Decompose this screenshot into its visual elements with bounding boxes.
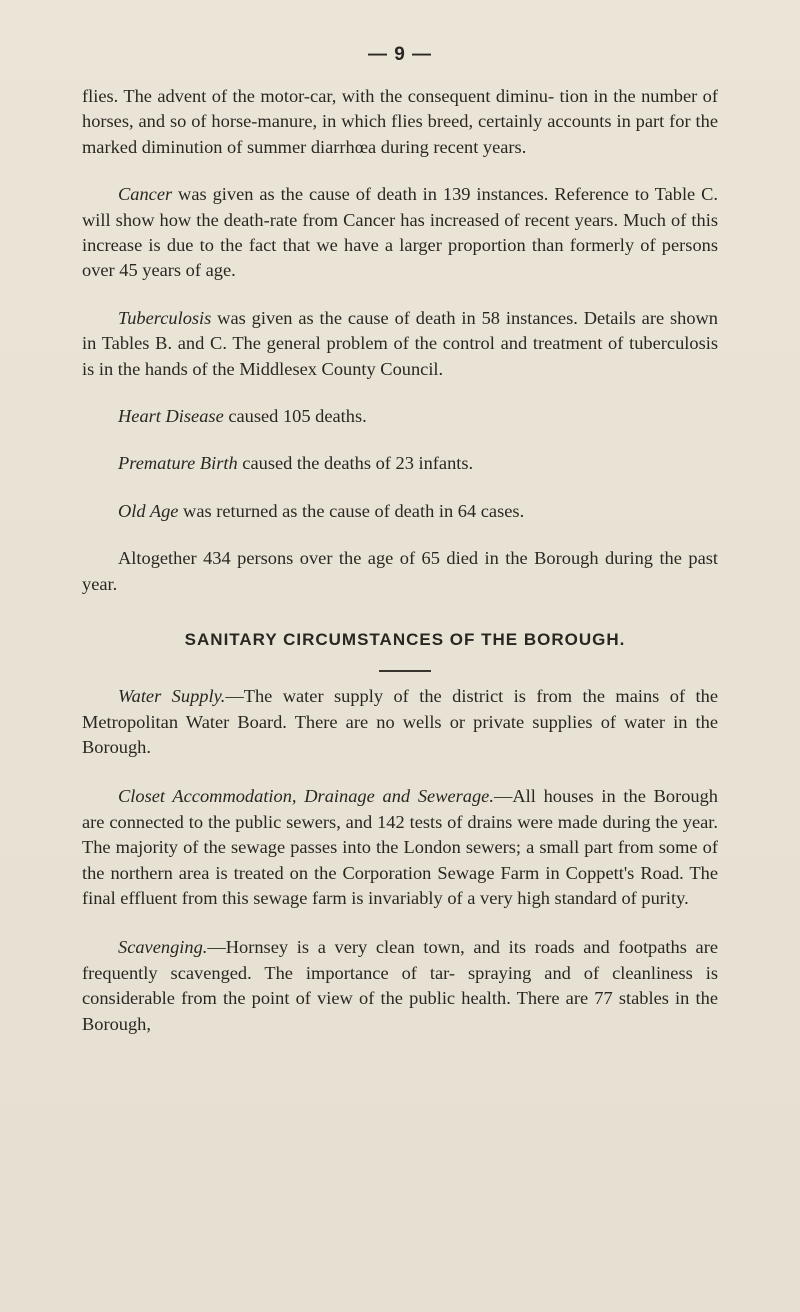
paragraph-flies: flies. The advent of the motor-car, with the consequent diminu- tion in the number of horses, and so of horse-manure, in which flies breed, certainly accounts in part for the marked diminution of summer diarrhœa during recent years.	[82, 86, 718, 157]
heart-disease-title: Heart Disease	[118, 406, 224, 427]
heart-disease-text: caused 105 deaths.	[223, 406, 367, 427]
scavenging-title: Scavenging.	[118, 937, 208, 958]
paragraph-cancer	[82, 182, 718, 284]
paragraph-old-age	[82, 499, 718, 524]
paragraph-premature-birth	[82, 451, 718, 476]
tuberculosis-text: was given as the cause of death in 58 instances. Details are shown in Tables B. and C. The general problem of the control and treatment of tuberculosis is in the hands of the Middlesex County Council.	[82, 307, 718, 379]
paragraph-tuberculosis	[82, 306, 718, 382]
premature-birth-title: Premature Birth	[118, 453, 238, 474]
water-supply-text: —The water supply of the district is from the mains of the Metropolitan Water Board. There are no wells or private supplies of water in the Borough.	[82, 686, 718, 757]
page-number: — 9 —	[367, 44, 433, 65]
closet-accommodation-text: —All houses in the Borough are connected to the public sewers, and 142 tests of drains were made during the year. The majority of the sewage passes into the London sewers; a small part from some of the northern area is treated on the Corporation Sewage Farm in Coppett's Road. The final effluent from this sewage farm is invariably of a very high standard of purity.	[82, 786, 719, 908]
old-age-title: Old Age	[118, 500, 179, 521]
closet-accommodation-title: Closet Accommodation, Drainage and Sewerage.	[118, 786, 494, 807]
tuberculosis-title: Tuberculosis	[118, 307, 212, 328]
paragraph-closet-accommodation	[82, 784, 718, 911]
page-body	[82, 84, 718, 1037]
water-supply-title: Water Supply.	[118, 686, 226, 707]
heading-rule	[379, 670, 431, 672]
cancer-text: was given as the cause of death in 139 instances. Reference to Table C. will show how the death-rate from Cancer has increased of recent years. Much of this increase is due to the fact that we have a larger proportion than formerly of persons over 45 years of age.	[82, 184, 718, 281]
paragraph-altogether: Altogether 434 persons over the age of 65 died in the Borough during the past year.	[82, 548, 718, 594]
premature-birth-text: caused the deaths of 23 infants.	[237, 453, 474, 474]
paragraph-water-supply	[82, 684, 718, 760]
paragraph-scavenging	[82, 935, 718, 1037]
scavenging-text: —Hornsey is a very clean town, and its roads and footpaths are frequently scavenged. The importance of tar- spraying and of cleanliness is considerable from the point of view of the public health. There are 77 stables in the Borough,	[82, 937, 718, 1034]
cancer-title: Cancer	[118, 184, 173, 205]
old-age-text: was returned as the cause of death in 64 cases.	[178, 500, 525, 521]
section-heading: SANITARY CIRCUMSTANCES OF THE BOROUGH.	[184, 630, 626, 650]
paragraph-heart-disease	[82, 404, 718, 429]
